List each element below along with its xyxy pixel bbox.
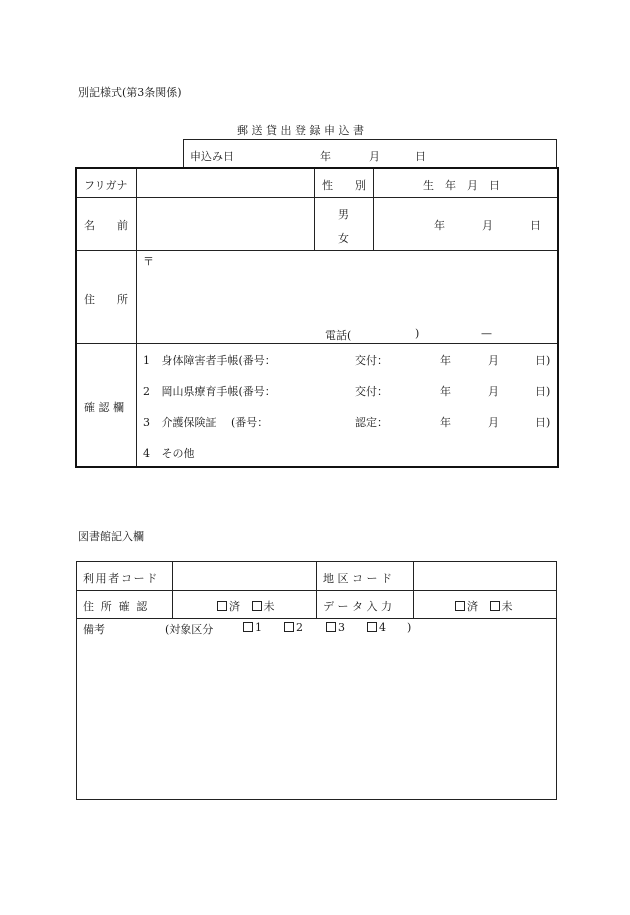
checkbox-icon xyxy=(243,622,253,632)
user-code-field[interactable] xyxy=(173,562,316,590)
category-option-3[interactable] xyxy=(326,621,345,634)
application-year-label: 年 xyxy=(320,150,331,163)
address-label: 住 所 xyxy=(84,293,128,306)
phone-prefix: 電話( xyxy=(325,329,352,342)
category-close: ) xyxy=(407,621,412,634)
data-not-done-checkbox[interactable] xyxy=(490,600,513,613)
done-label: 済 xyxy=(229,600,240,613)
applicant-table xyxy=(75,167,559,468)
checkbox-icon xyxy=(217,601,227,611)
confirm-item-month: 月 xyxy=(488,354,499,367)
area-code-label: 地 区 コ ー ド xyxy=(323,572,392,585)
confirm-item-number: 4 xyxy=(143,447,150,460)
confirm-item xyxy=(143,414,268,430)
confirm-item-year: 年 xyxy=(440,416,451,429)
confirm-item-name: 介護保険証 (番号： xyxy=(161,416,269,429)
confirm-item xyxy=(143,383,276,399)
user-code-label: 利用者コード xyxy=(83,572,159,585)
birth-date-label: 生 年 月 日 xyxy=(423,179,500,192)
postal-mark: 〒 xyxy=(143,255,154,268)
category-label: (対象区分 xyxy=(165,623,214,636)
confirm-item-year: 年 xyxy=(440,385,451,398)
confirm-item-month: 月 xyxy=(488,416,499,429)
checkbox-icon xyxy=(455,601,465,611)
category-number: 4 xyxy=(379,621,386,634)
confirm-item-name: 岡山県療育手帳(番号： xyxy=(161,385,276,398)
birth-day-label: 日 xyxy=(530,219,541,232)
data-entry-options xyxy=(455,598,513,614)
checkbox-icon xyxy=(284,622,294,632)
address-check-options xyxy=(217,598,275,614)
application-date-label: 申込み日 xyxy=(190,150,234,163)
checkbox-icon xyxy=(326,622,336,632)
category-number: 2 xyxy=(296,621,303,634)
phone-close: ) xyxy=(415,327,420,340)
notes-field[interactable] xyxy=(77,634,556,799)
data-done-checkbox[interactable] xyxy=(455,600,478,613)
birth-month-label: 月 xyxy=(482,219,493,232)
confirm-label: 確 認 欄 xyxy=(84,401,124,414)
confirm-item-action: 認定： xyxy=(355,416,388,429)
confirm-item-number: 1 xyxy=(143,354,150,367)
furigana-label: フリガナ xyxy=(84,179,128,192)
notes-label: 備考 xyxy=(83,623,105,636)
category-option-2[interactable] xyxy=(284,621,303,634)
document-title: 郵 送 貸 出 登 録 申 込 書 xyxy=(237,124,364,137)
confirm-item-year: 年 xyxy=(440,354,451,367)
address-field[interactable] xyxy=(137,251,557,321)
checkbox-icon xyxy=(367,622,377,632)
phone-dash: — xyxy=(481,327,492,340)
not-done-label: 未 xyxy=(501,600,513,613)
gender-male-option[interactable]: 男 xyxy=(338,208,349,221)
name-label: 名 前 xyxy=(84,219,128,232)
confirm-item-action: 交付： xyxy=(355,354,388,367)
confirm-item-month: 月 xyxy=(488,385,499,398)
confirm-item-name: 身体障害者手帳(番号： xyxy=(161,354,276,367)
not-done-label: 未 xyxy=(263,600,275,613)
gender-label: 性 別 xyxy=(322,179,366,192)
application-day-label: 日 xyxy=(415,150,426,163)
confirm-item-day: 日) xyxy=(535,354,551,367)
furigana-field[interactable] xyxy=(137,169,314,197)
birth-year-label: 年 xyxy=(434,219,445,232)
name-field[interactable] xyxy=(137,198,314,250)
address-done-checkbox[interactable] xyxy=(217,600,240,613)
data-entry-label: デ ー タ 入 力 xyxy=(323,600,392,613)
address-not-done-checkbox[interactable] xyxy=(252,600,275,613)
confirm-item xyxy=(143,445,195,461)
library-table xyxy=(76,561,557,800)
gender-female-option[interactable]: 女 xyxy=(338,232,349,245)
form-number: 別記様式(第3条関係) xyxy=(78,86,182,99)
category-number: 3 xyxy=(338,621,345,634)
confirm-item-number: 2 xyxy=(143,385,150,398)
checkbox-icon xyxy=(490,601,500,611)
confirm-item-number: 3 xyxy=(143,416,150,429)
application-month-label: 月 xyxy=(369,150,380,163)
category-option-4[interactable] xyxy=(367,621,386,634)
checkbox-icon xyxy=(252,601,262,611)
confirm-item xyxy=(143,352,276,368)
category-number: 1 xyxy=(255,621,262,634)
confirm-item-day: 日) xyxy=(535,385,551,398)
confirm-item-action: 交付： xyxy=(355,385,388,398)
done-label: 済 xyxy=(467,600,478,613)
application-date-box xyxy=(183,139,557,168)
confirm-item-day: 日) xyxy=(535,416,551,429)
area-code-field[interactable] xyxy=(414,562,556,590)
confirm-item-name: その他 xyxy=(161,447,195,460)
library-section-title: 図書館記入欄 xyxy=(78,530,144,543)
category-option-1[interactable] xyxy=(243,621,262,634)
address-check-label: 住 所 確 認 xyxy=(83,600,150,613)
